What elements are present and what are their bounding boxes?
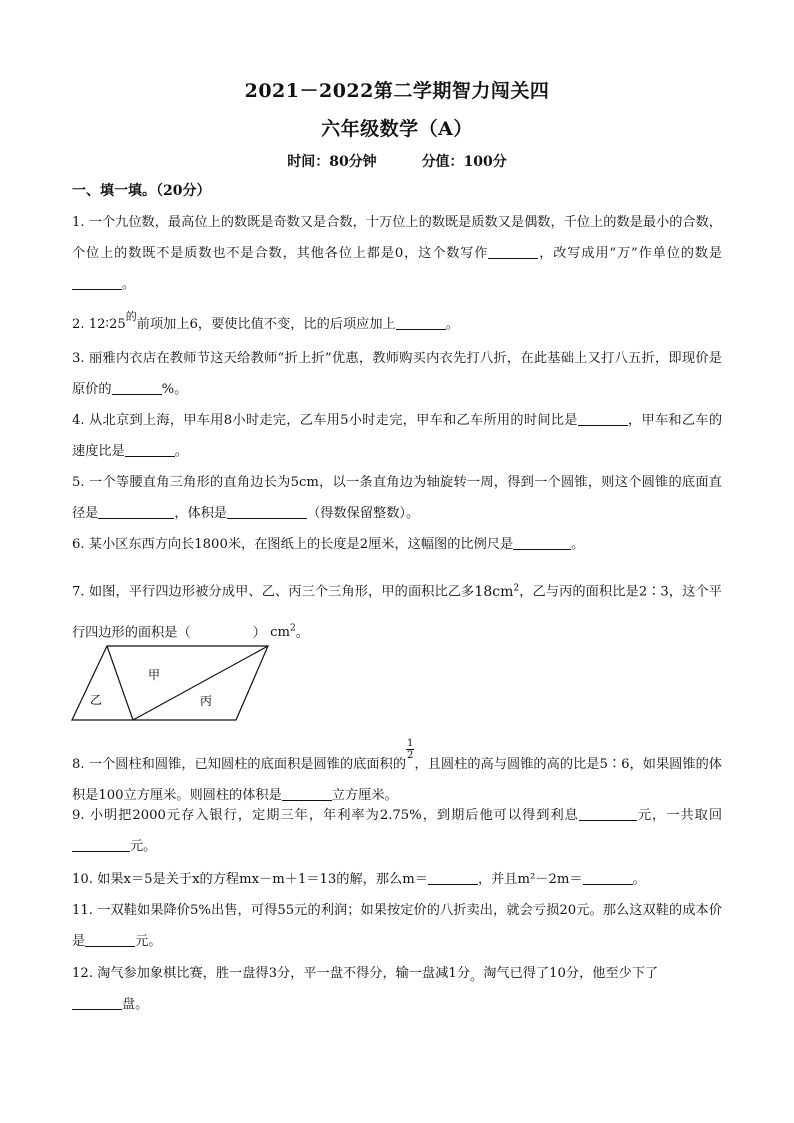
answer-blank[interactable] — [428, 867, 478, 885]
question-11: 11. 一双鞋如果降价5%出售，可得55元的利润；如果按定价的八折卖出，就会亏损20元。那么这双鞋的成本价是 元。 — [72, 903, 722, 949]
label-bing: 丙 — [200, 694, 213, 708]
question-10: 10. 如果x＝5是关于x的方程mx－m＋1＝13的解，那么m＝ ，并且m²－2m＝ 。 — [72, 864, 722, 895]
section-heading: 一、填一填。（20分） — [72, 183, 211, 199]
question-2: 2. $12∶25^的$前项加上6，要使比值不变，比的后项应加上 。 — [72, 310, 459, 332]
answer-blank[interactable] — [72, 834, 130, 852]
question-4: 4. 从北京到上海，甲车用8小时走完，乙车用5小时走完，甲车和乙车所用的时间比是 ，甲车和乙车的速度比是 。 — [72, 405, 722, 467]
exam-meta — [0, 151, 794, 171]
question-6: 6. 某小区东西方向长1800米，在图纸上的长度是2厘米，这幅图的比例尺是 。 — [72, 529, 722, 560]
exam-time: 时间：80分钟 — [287, 154, 377, 170]
divider-line-1 — [107, 646, 133, 720]
answer-blank[interactable] — [488, 241, 538, 259]
question-1: 1. 一个九位数，最高位上的数既是奇数又是合数，十万位上的数既是质数又是偶数，千位上的数是最小的合数，个位上的数既不是质数也不是合数，其他各位上都是0，这个数写作 ，改写成用“万”作单位的数是。 — [72, 215, 723, 292]
question-12: 12. 淘气参加象棋比赛，胜一盘得3分，平一盘不得分，输一盘减1分。淘气已得了10分，他至少下了 盘。 — [72, 966, 659, 1012]
answer-blank[interactable] — [282, 783, 332, 801]
answer-blank[interactable] — [72, 272, 122, 290]
answer-blank[interactable] — [396, 312, 446, 330]
answer-blank[interactable] — [125, 439, 175, 457]
answer-blank[interactable] — [112, 377, 162, 395]
question-9: 9. 小明把2000元存入银行，定期三年，年利率为2.75%，到期后他可以得到利息 元，一共取回元。 — [72, 800, 722, 862]
answer-blank[interactable] — [583, 867, 633, 885]
parallelogram-figure — [70, 644, 274, 728]
exam-score: 分值：100分 — [421, 154, 507, 170]
question-3: 3. 丽雅内衣店在教师节这天给教师“折上折”优惠，教师购买内衣先打八折，在此基础上又打八五折，即现价是原价的 %。 — [72, 351, 722, 397]
area-value: $18cm^2$ — [474, 583, 520, 600]
answer-blank[interactable] — [513, 532, 571, 550]
page-title: 2021－2022第二学期智力闯关四 — [244, 80, 550, 102]
divider-line-2 — [133, 646, 268, 720]
parallelogram-diagram — [70, 644, 274, 724]
page-subtitle: 六年级数学（A） — [321, 118, 473, 140]
parallelogram-outline — [72, 646, 268, 720]
question-5: 5. 一个等腰直角三角形的直角边长为5cm，以一条直角边为轴旋转一周，得到一个圆锥，则这个圆锥的底面直径是 ，体积是 （得数保留整数）。 — [72, 475, 722, 521]
answer-blank[interactable] — [98, 501, 174, 519]
answer-blank[interactable] — [72, 992, 122, 1010]
answer-blank[interactable] — [579, 803, 637, 821]
answer-blank[interactable] — [227, 501, 307, 519]
label-yi: 乙 — [90, 693, 103, 707]
fraction-one-half: $\frac{1}{2}$ — [407, 738, 414, 761]
answer-blank[interactable] — [85, 929, 135, 947]
area-unit: $cm^2$ — [270, 623, 296, 641]
question-7: 7. 如图，平行四边形被分成甲、乙、丙三个三角形，甲的面积比乙多$18cm^2$，乙与丙的面积比是2∶3，这个平行四边形的面积是（ ） $cm^2$。 — [72, 583, 722, 641]
answer-blank[interactable] — [578, 408, 628, 426]
label-jia: 甲 — [148, 668, 161, 682]
question-8: 8. 一个圆柱和圆锥，已知圆柱的底面积是圆锥的底面积的 $\frac{1}{2}$ ，且圆柱的高与圆锥的高的比是5∶6，如果圆锥的体积是100立方厘米。则圆柱的体积是 立方厘米。 — [72, 738, 722, 803]
